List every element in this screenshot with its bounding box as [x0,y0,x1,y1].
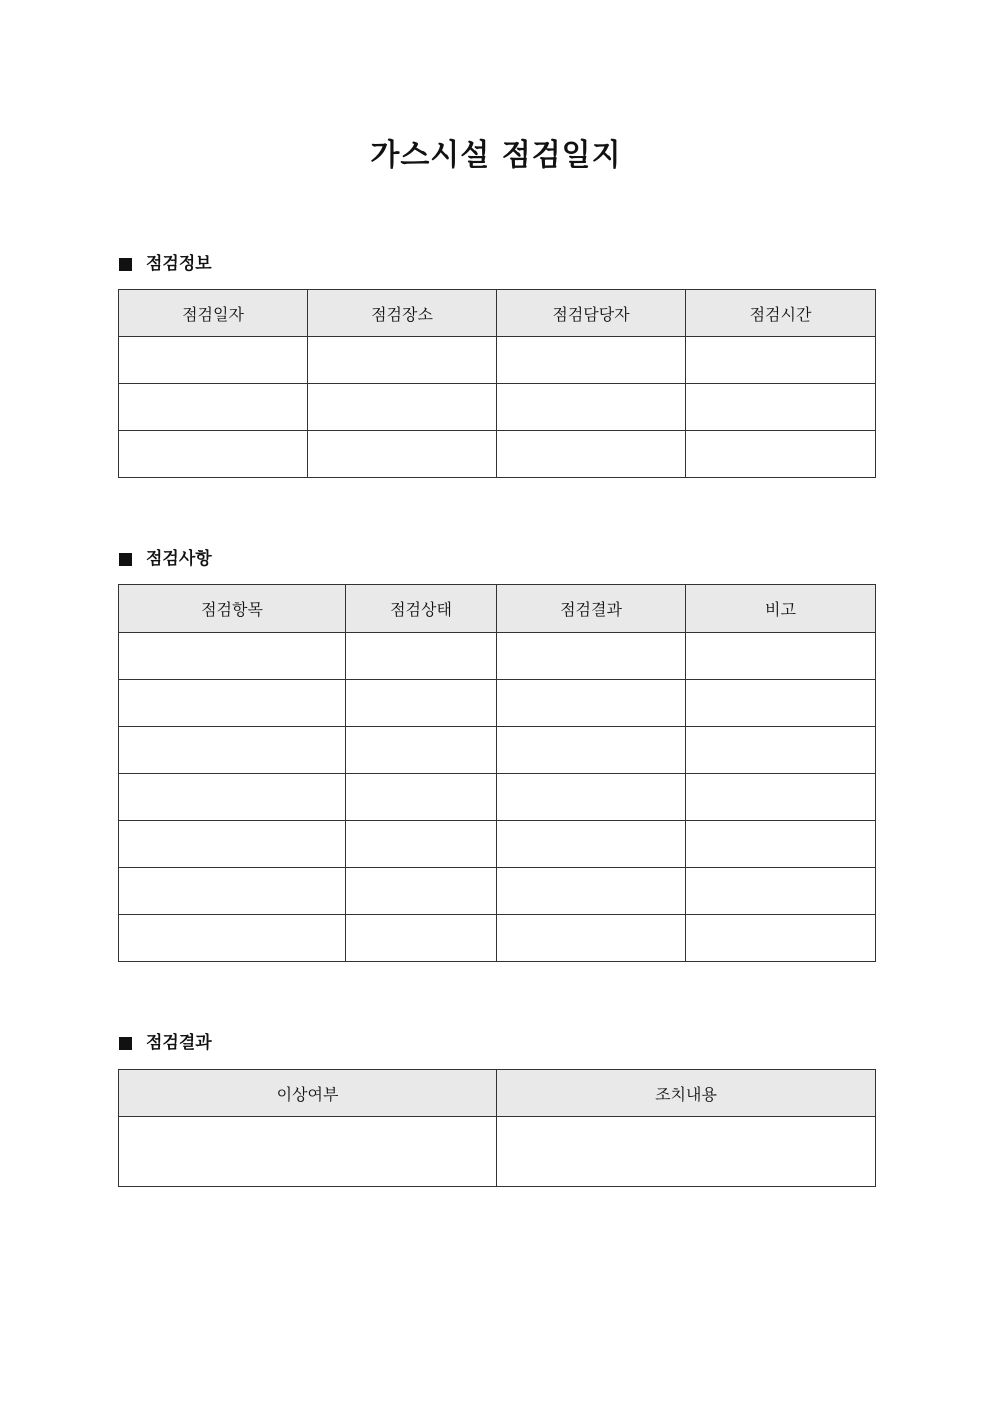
table-cell[interactable] [686,821,876,868]
table-cell[interactable] [686,915,876,962]
column-header: 점검장소 [308,290,497,337]
table-cell[interactable] [308,431,497,478]
table-cell[interactable] [119,1117,497,1187]
black-square-icon [119,1037,132,1050]
table-cell[interactable] [686,868,876,915]
table-row [119,727,876,774]
table-cell[interactable] [686,337,876,384]
table-cell[interactable] [497,384,686,431]
table-cell[interactable] [686,431,876,478]
table-cell[interactable] [497,774,686,821]
column-header: 점검시간 [686,290,876,337]
table-header-row [119,290,876,337]
table-row [119,680,876,727]
table-cell[interactable] [308,337,497,384]
table-cell[interactable] [686,384,876,431]
table-cell[interactable] [119,821,346,868]
table-cell[interactable] [686,774,876,821]
table-cell[interactable] [686,680,876,727]
table-cell[interactable] [497,821,686,868]
table-cell[interactable] [686,727,876,774]
section-heading-info-label: 점검정보 [146,254,212,274]
section-heading-info [119,252,212,276]
column-header: 조치내용 [497,1070,876,1117]
table-cell[interactable] [119,680,346,727]
section-heading-items-label: 점검사항 [146,549,212,569]
table-row [119,431,876,478]
table-cell[interactable] [346,915,497,962]
table-cell[interactable] [308,384,497,431]
section-heading-items [119,547,212,571]
table-cell[interactable] [119,868,346,915]
table-cell[interactable] [346,633,497,680]
table-cell[interactable] [497,431,686,478]
table-header-row [119,585,876,633]
table-cell[interactable] [497,680,686,727]
section-heading-result [119,1031,212,1055]
items-table [118,584,876,962]
section-heading-result-label: 점검결과 [146,1033,212,1053]
table-cell[interactable] [346,868,497,915]
column-header: 점검일자 [119,290,308,337]
column-header: 점검결과 [497,585,686,633]
table-cell[interactable] [119,727,346,774]
table-cell[interactable] [119,774,346,821]
result-table [118,1069,876,1187]
column-header: 이상여부 [119,1070,497,1117]
black-square-icon [119,553,132,566]
column-header: 점검상태 [346,585,497,633]
table-cell[interactable] [119,337,308,384]
table-cell[interactable] [497,868,686,915]
table-row [119,384,876,431]
table-header-row [119,1070,876,1117]
info-table [118,289,876,478]
table-row [119,821,876,868]
black-square-icon [119,258,132,271]
table-row [119,868,876,915]
column-header: 점검담당자 [497,290,686,337]
column-header: 점검항목 [119,585,346,633]
table-cell[interactable] [497,337,686,384]
document-title: 가스시설 점검일지 [370,138,622,173]
table-cell[interactable] [119,431,308,478]
table-cell[interactable] [119,384,308,431]
table-cell[interactable] [497,915,686,962]
table-cell[interactable] [346,774,497,821]
table-cell[interactable] [686,633,876,680]
table-row [119,1117,876,1187]
table-row [119,337,876,384]
table-cell[interactable] [497,633,686,680]
table-cell[interactable] [346,821,497,868]
table-cell[interactable] [497,1117,876,1187]
table-row [119,774,876,821]
table-cell[interactable] [119,915,346,962]
table-row [119,915,876,962]
table-cell[interactable] [119,633,346,680]
table-cell[interactable] [497,727,686,774]
table-cell[interactable] [346,680,497,727]
table-row [119,633,876,680]
column-header: 비고 [686,585,876,633]
table-cell[interactable] [346,727,497,774]
